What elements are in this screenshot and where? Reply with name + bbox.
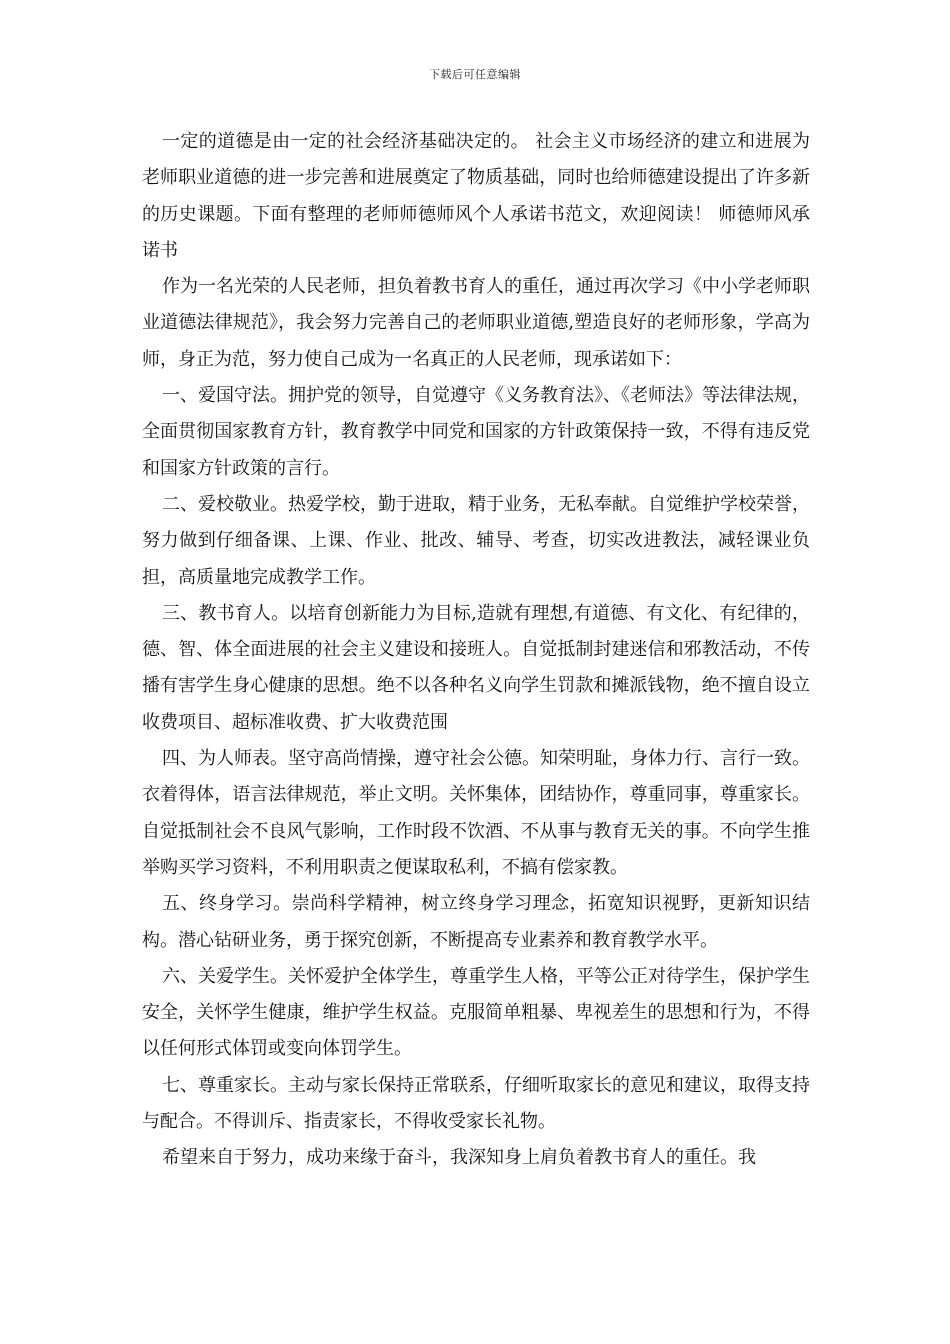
paragraph-pledge-intro: 作为一名光荣的人民老师，担负着教书育人的重任，通过再次学习《中小学老师职业道德法律规范》，我会努力完善自己的老师职业道德,塑造良好的老师形象，学高为师，身正为范，努力使自己成为一名真正的人民老师，现承诺如下：: [142, 276, 810, 370]
document-body: [142, 124, 810, 1177]
paragraph-item-1: 一、爱国守法。拥护党的领导，自觉遵守《义务教育法》、《老师法》等法律法规，全面贯彻国家教育方针，教育教学中同党和国家的方针政策保持一致，不得有违反党和国家方针政策的言行。: [142, 385, 810, 479]
paragraph-closing: 希望来自于努力，成功来缘于奋斗，我深知身上肩负着教书育人的重任。我: [162, 1147, 756, 1169]
paragraph-item-3: 三、教书育人。以培育创新能力为目标,造就有理想,有道德、有文化、有纪律的，德、智、体全面进展的社会主义建设和接班人。自觉抵制封建迷信和邪教活动，不传播有害学生身心健康的思想。绝不以各种名义向学生罚款和摊派钱物，绝不擅自设立收费项目、超标准收费、扩大收费范围: [142, 602, 810, 733]
paragraph-item-7: 七、尊重家长。主动与家长保持正常联系，仔细听取家长的意见和建议，取得支持与配合。不得训斥、指责家长，不得收受家长礼物。: [142, 1074, 810, 1133]
paragraph-item-6: 六、关爱学生。关怀爱护全体学生，尊重学生人格，平等公正对待学生，保护学生安全，关怀学生健康，维护学生权益。克服简单粗暴、卑视差生的思想和行为，不得以任何形式体罚或变向体罚学生。: [142, 965, 810, 1060]
paragraph-item-5: 五、终身学习。崇尚科学精神，树立终身学习理念，拓宽知识视野，更新知识结构。潜心钻研业务，勇于探究创新，不断提高专业素养和教育教学水平。: [142, 893, 810, 951]
paragraph-item-4: 四、为人师表。坚守高尚情操，遵守社会公德。知荣明耻，身体力行、言行一致。衣着得体，语言法律规范，举止文明。关怀集体，团结协作，尊重同事，尊重家长。自觉抵制社会不良风气影响，工作时段不饮酒、不从事与教育无关的事。不向学生推举购买学习资料，不利用职责之便谋取私利，不搞有偿家教。: [142, 748, 810, 878]
paragraph-item-2: 二、爱校敬业。热爱学校，勤于进取，精于业务，无私奉献。自觉维护学校荣誉，努力做到仔细备课、上课、作业、批改、辅导、考查，切实改进教法，减轻课业负担，高质量地完成教学工作。: [142, 493, 810, 588]
paragraph-intro: 一定的道德是由一定的社会经济基础决定的。 社会主义市场经济的建立和进展为老师职业道德的进一步完善和进展奠定了物质基础，同时也给师德建设提出了许多新的历史课题。下面有整理的老师师德师风个人承诺书范文，欢迎阅读！ 师德师风承诺书: [142, 131, 810, 261]
page-header: 下载后可任意编辑: [429, 68, 521, 81]
